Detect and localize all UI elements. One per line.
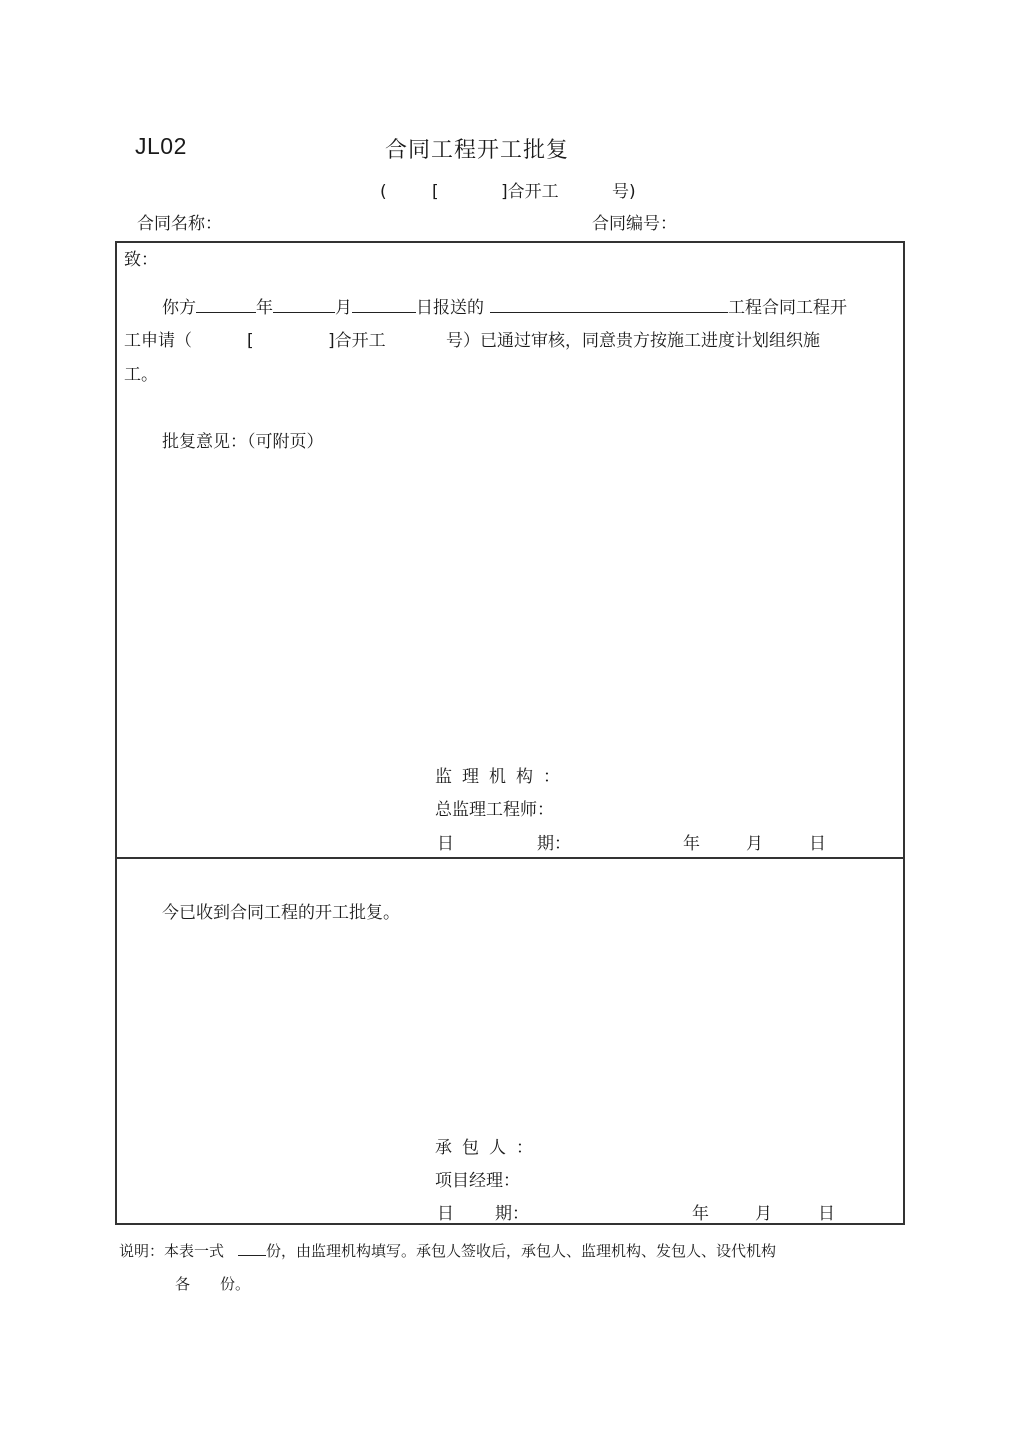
form-number-open-paren: ( bbox=[380, 182, 387, 202]
supervisor-org-label: 监理机构： bbox=[435, 767, 570, 787]
approval-body-line1 bbox=[162, 296, 847, 319]
year-blank[interactable] bbox=[196, 296, 256, 313]
form-number-mid: ]合开工 bbox=[501, 182, 559, 202]
year-text: 年 bbox=[256, 298, 273, 318]
approval-line2-mid: ]合开工 bbox=[328, 331, 386, 351]
footer-note-line1 bbox=[119, 1240, 776, 1262]
contract-name-label: 合同名称： bbox=[137, 214, 222, 234]
contract-number-label: 合同编号： bbox=[592, 214, 677, 234]
project-name-blank[interactable] bbox=[490, 296, 728, 313]
form-code: JL02 bbox=[135, 133, 187, 159]
approval-date-month: 月 bbox=[746, 834, 763, 854]
approval-line2-start: 工申请（ bbox=[124, 331, 192, 351]
receipt-date-month: 月 bbox=[755, 1204, 772, 1224]
footer-note-start: 说明：本表一式 bbox=[119, 1242, 225, 1260]
section-divider bbox=[115, 857, 905, 859]
receipt-date-year: 年 bbox=[692, 1204, 709, 1224]
form-number-end: 号) bbox=[612, 182, 636, 202]
approval-date-day: 日 bbox=[809, 834, 826, 854]
chief-engineer-label: 总监理工程师： bbox=[435, 800, 554, 820]
approval-line3: 工。 bbox=[124, 365, 158, 385]
month-blank[interactable] bbox=[273, 296, 335, 313]
copies-blank[interactable] bbox=[238, 1241, 266, 1256]
approval-date-ri: 日 bbox=[437, 834, 454, 854]
receipt-date-day: 日 bbox=[818, 1204, 835, 1224]
project-start-application-text: 工程合同工程开 bbox=[728, 298, 847, 318]
approval-line2-end: 号）已通过审核，同意贵方按施工进度计划组织施 bbox=[446, 331, 820, 351]
footer-note-mid: 份，由监理机构填写。承包人签收后，承包人、监理机构、发包人、设代机构 bbox=[266, 1242, 777, 1260]
approval-date-qi: 期： bbox=[537, 834, 571, 854]
approval-line2-bracket: [ bbox=[247, 331, 254, 351]
project-manager-label: 项目经理： bbox=[435, 1171, 520, 1191]
to-label: 致： bbox=[124, 250, 158, 270]
month-text: 月 bbox=[335, 298, 352, 318]
receipt-date-qi: 期： bbox=[495, 1204, 529, 1224]
footer-note-line2-b: 份。 bbox=[220, 1275, 251, 1293]
day-submitted-text: 日报送的 bbox=[416, 298, 484, 318]
receipt-date-ri: 日 bbox=[437, 1204, 454, 1224]
receipt-statement: 今已收到合同工程的开工批复。 bbox=[162, 903, 400, 923]
opinion-label: 批复意见：（可附页） bbox=[162, 432, 324, 452]
contractor-label: 承包人： bbox=[435, 1138, 543, 1158]
form-title: 合同工程开工批复 bbox=[385, 138, 570, 163]
footer-note-line2-a: 各 bbox=[175, 1275, 191, 1293]
form-number-bracket-open: [ bbox=[432, 182, 439, 202]
form-box bbox=[115, 241, 905, 1225]
you-text: 你方 bbox=[162, 298, 196, 318]
day-blank[interactable] bbox=[352, 296, 416, 313]
approval-date-year: 年 bbox=[683, 834, 700, 854]
